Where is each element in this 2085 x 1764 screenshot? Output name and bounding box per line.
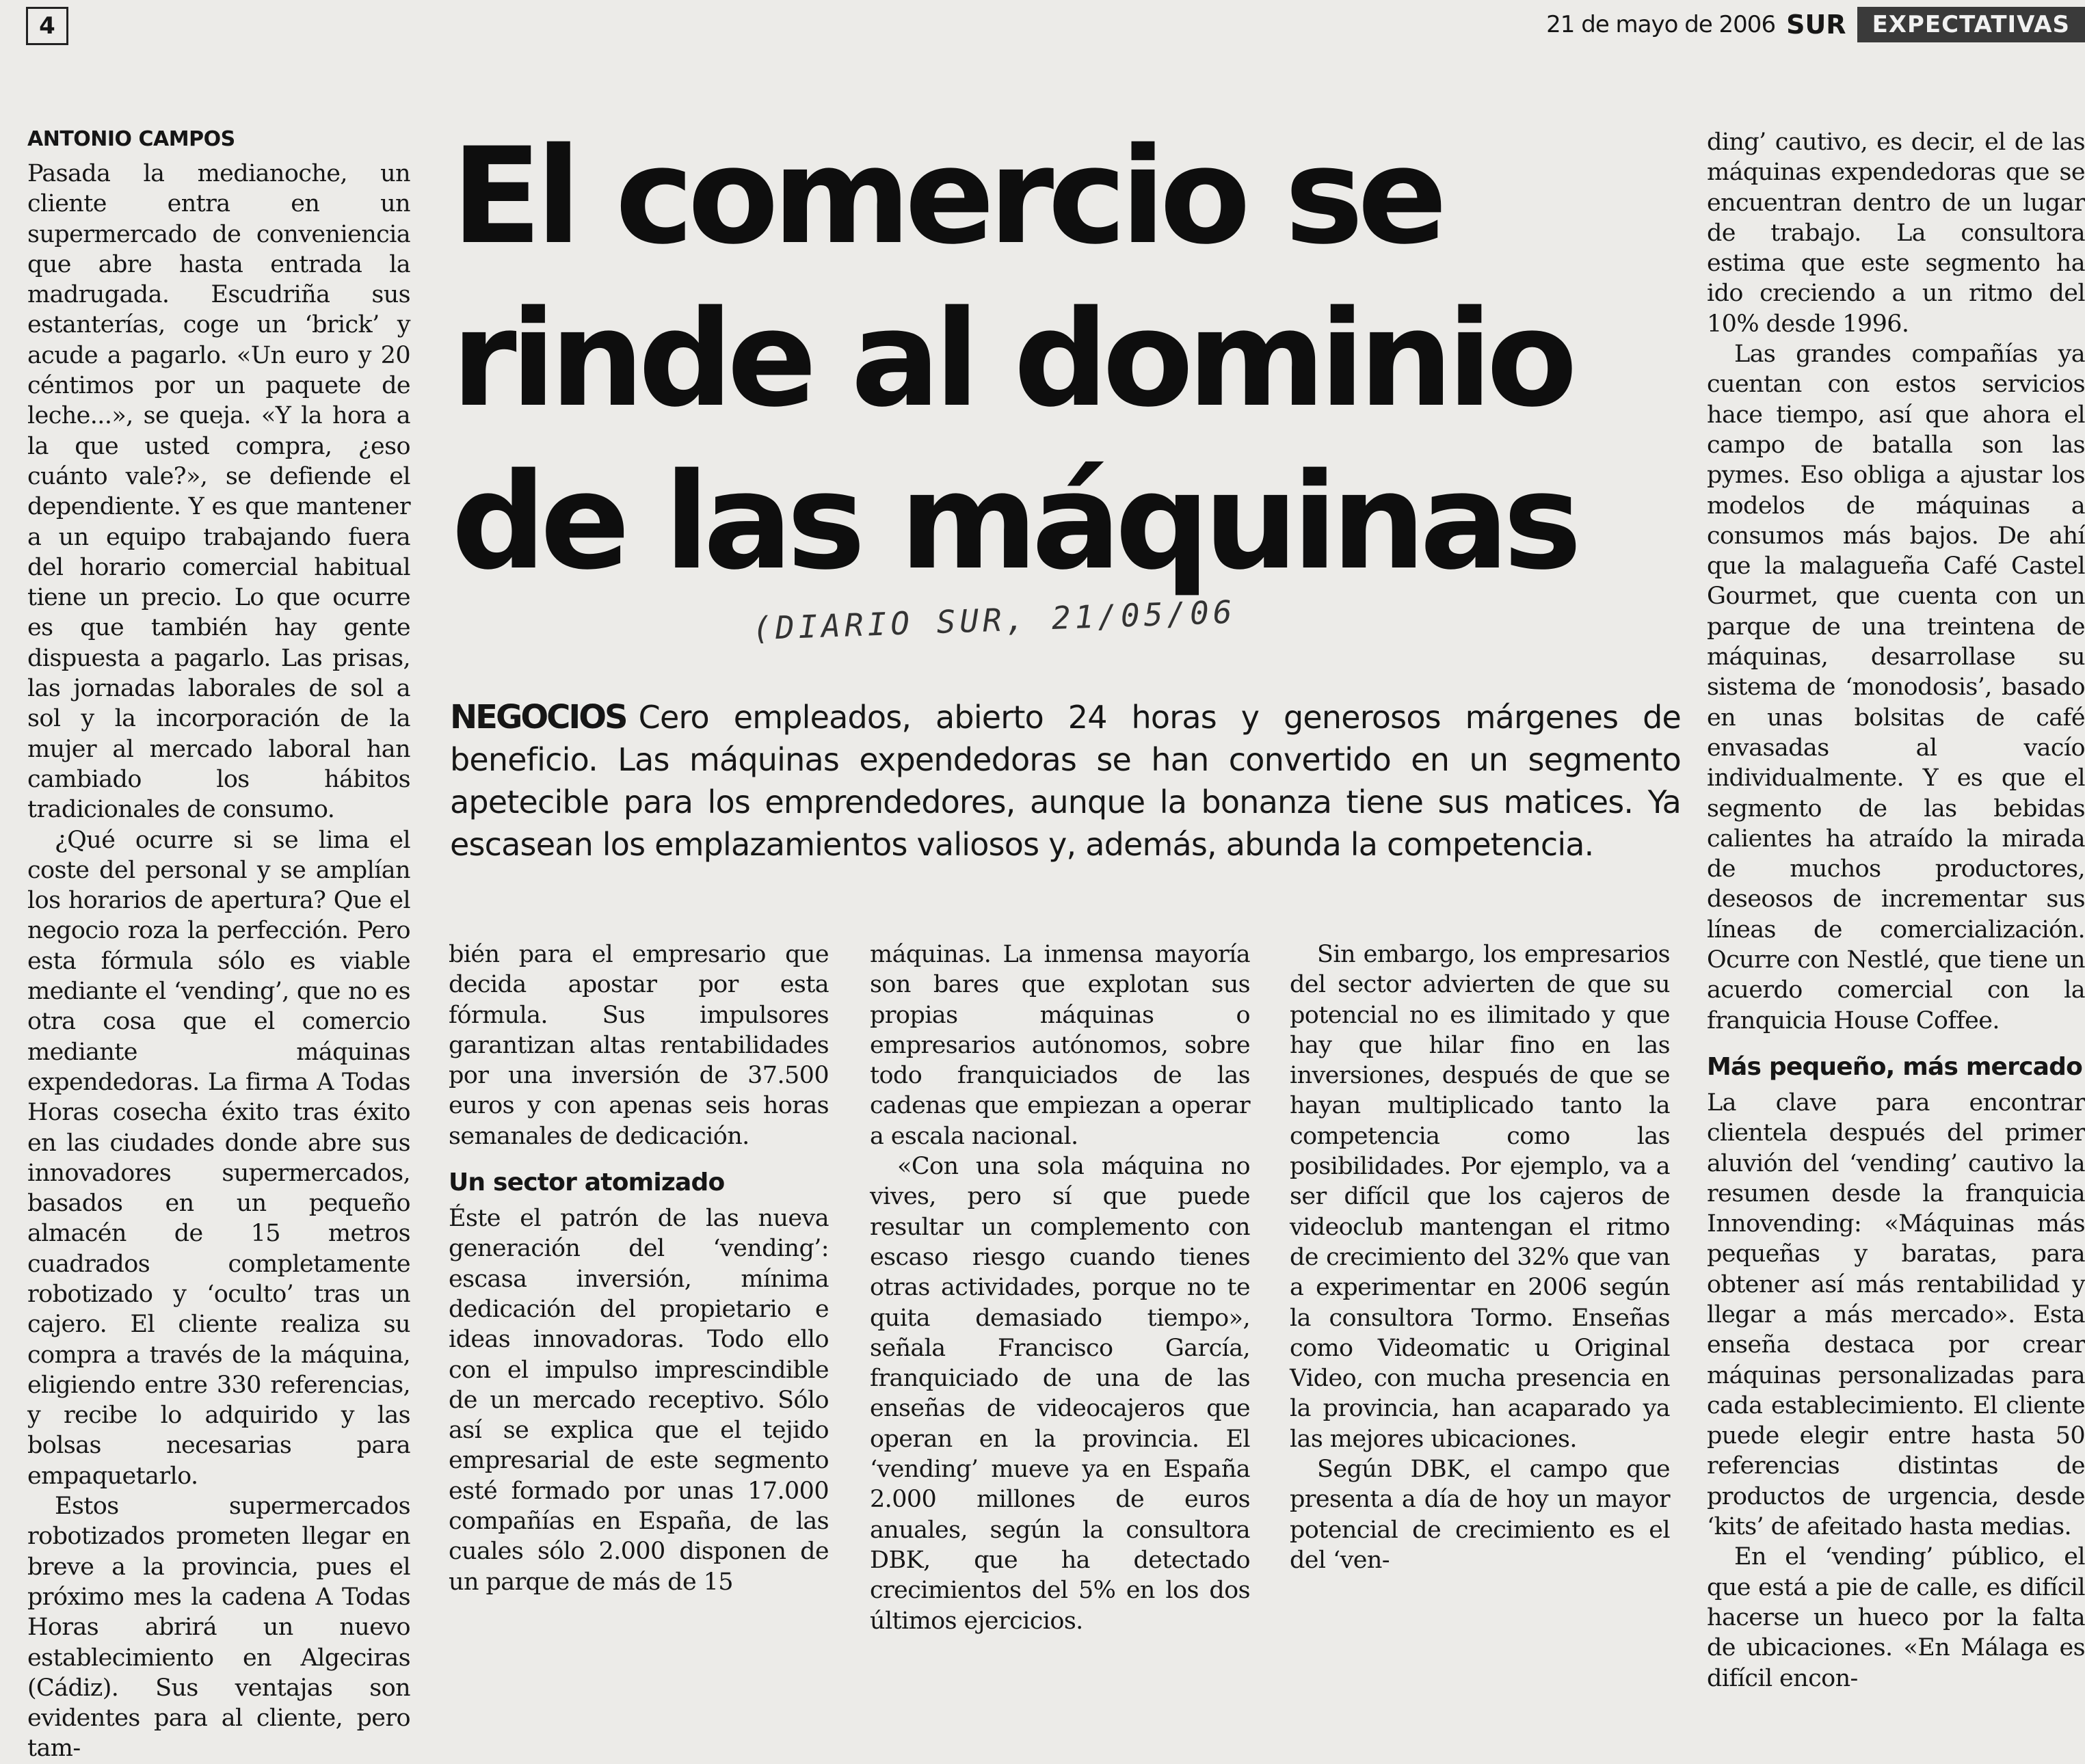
page-header: [1546, 5, 2085, 44]
paragraph: Pasada la medianoche, un cliente entra en un supermercado de conveniencia que abre hasta entrada la madrugada. Escudriña sus estanterías, coge un ‘brick’ y acude a pagarlo. «Un euro y 20 céntimos por un paquete de leche...», se queja. «Y la hora a la que usted compra, ¿eso cuánto vale?», se defiende el dependiente. Y es que mantener a un equipo trabajando fuera del horario comercial habitual tiene un precio. Lo que ocurre es que también hay gente dispuesta a pagarlo. Las prisas, las jornadas laborales de sol a sol y la incorporación de la mujer al mercado laboral han cambiado los hábitos tradicionales de consumo.: [27, 160, 410, 824]
handwritten-annotation: (DIARIO SUR, 21/05/06: [752, 593, 1237, 647]
paragraph: «Con una sola máquina no vives, pero sí que puede resultar un complemento con escaso riesgo cuando tienes otras actividades, porque no te quita demasiado tiempo», señala Francisco García, franquiciado de una de las enseñas de videocajeros que operan en la provincia. El ‘vending’ mueve ya en España 2.000 millones de euros anuales, según la consultora DBK, que ha detectado crecimientos del 5% en los dos últimos ejercicios.: [870, 1153, 1250, 1635]
section-label: EXPECTATIVAS: [1857, 7, 2085, 42]
paragraph: bién para el empresario que decida apostar por esta fórmula. Sus impulsores garantizan altas rentabilidades por una inversión de 37.500 euros y con apenas seis horas semanales de dedicación.: [449, 941, 829, 1150]
paragraph: ¿Qué ocurre si se lima el coste del personal y se amplían los horarios de apertura? Que el negocio roza la perfección. Pero esta fórmula sólo es viable mediante el ‘vending’, que no es otra cosa que el comercio mediante máquinas expendedoras. La firma A Todas Horas cosecha éxito tras éxito en las ciudades donde abre sus innovadores supermercados, basados en un pequeño almacén de 15 metros cuadrados completamente robotizado y ‘oculto’ tras un cajero. El cliente realiza su compra a través de la máquina, eligiendo entre 330 referencias, y recibe lo adquirido y las bolsas necesarias para empaquetarlo.: [27, 826, 410, 1490]
article-column-5: [1707, 127, 2085, 1694]
paragraph: Éste el patrón de las nueva generación del ‘vending’: escasa inversión, mínima dedicación del propietario e ideas innovadoras. Todo ello con el impulso imprescindible de un mercado receptivo. Sólo así se explica que el tejido empresarial de este segmento esté formado por unas 17.000 compañías en España, de las cuales sólo 2.000 disponen de un parque de más de 15: [449, 1205, 829, 1596]
newspaper-name: SUR: [1786, 10, 1846, 40]
paragraph: La clave para encontrar clientela después del primer aluvión del ‘vending’ cautivo la resumen desde la franquicia Innovending: «Máquinas más pequeñas y baratas, para obtener así más rentabilidad y llegar a más mercado». Esta enseña destaca por crear máquinas personalizadas para cada establecimiento. El cliente puede elegir entre hasta 50 referencias distintas de productos de urgencia, desde ‘kits’ de afeitado hasta medias.: [1707, 1088, 2085, 1541]
byline: ANTONIO CAMPOS: [27, 127, 235, 151]
headline: El comercio se rinde al dominio de las máquinas: [451, 119, 1576, 599]
article-column-1: [27, 159, 410, 1764]
page-number: 4: [26, 7, 68, 45]
paragraph: máquinas. La inmensa mayoría son bares que explotan sus propias máquinas o empresarios autónomos, sobre todo franquiciados de las cadenas que empiezan a operar a escala nacional.: [870, 941, 1250, 1150]
article-column-4: [1290, 939, 1670, 1575]
paragraph: Sin embargo, los empresarios del sector advierten de que su potencial no es ilimitado y que hay que hilar fino en las inversiones, después de que se hayan multiplicado tanto la competencia como las posibilidades. Por ejemplo, va a ser difícil que los cajeros de videoclub mantengan el ritmo de crecimiento del 32% que van a experimentar en 2006 según la consultora Tormo. Enseñas como Videomatic u Original Video, con mucha presencia en la provincia, han acaparado ya las mejores ubicaciones.: [1290, 941, 1670, 1453]
lead-text: Cero empleados, abierto 24 horas y generosos márgenes de beneficio. Las máquinas expendedoras se han convertido en un segmento apetecible para los emprendedores, aunque la bonanza tiene sus matices. Ya escasean los emplazamientos valiosos y, además, abunda la competencia.: [450, 699, 1681, 863]
article-column-2: [449, 939, 829, 1597]
issue-date: 21 de mayo de 2006: [1546, 11, 1776, 38]
paragraph: Estos supermercados robotizados prometen llegar en breve a la provincia, pues el próximo mes la cadena A Todas Horas abrirá un nuevo establecimiento en Algeciras (Cádiz). Sus ventajas son evidentes para al cliente, pero tam-: [27, 1493, 410, 1763]
lead-paragraph: [450, 696, 1681, 866]
paragraph: Según DBK, el campo que presenta a día de hoy un mayor potencial de crecimiento es el del ‘ven-: [1290, 1456, 1670, 1574]
paragraph: En el ‘vending’ público, el que está a pie de calle, es difícil hacerse un hueco por la falta de ubicaciones. «En Málaga es difícil encon-: [1707, 1543, 2085, 1692]
article-column-3: [870, 939, 1250, 1636]
subheading: Más pequeño, más mercado: [1707, 1052, 2083, 1081]
paragraph: ding’ cautivo, es decir, el de las máquinas expendedoras que se encuentran dentro de un lugar de trabajo. La consultora estima que este segmento ha ido creciendo a un ritmo del 10% desde 1996.: [1707, 129, 2085, 338]
section-tag: NEGOCIOS: [450, 698, 626, 736]
paragraph: Las grandes compañías ya cuentan con estos servicios hace tiempo, así que ahora el campo de batalla son las pymes. Eso obliga a ajustar los modelos de máquinas a consumos más bajos. De ahí que la malagueña Café Castel Gourmet, que cuenta con un parque de una treintena de máquinas, desarrollase su sistema de ‘monodosis’, basado en unas bolsitas de café envasadas al vacío individualmente. Y es que el segmento de las bebidas calientes ha atraído la mirada de muchos productores, deseosos de incrementar sus líneas de comercialización. Ocurre con Nestlé, que tiene un acuerdo comercial con la franquicia House Coffee.: [1707, 340, 2085, 1034]
subheading: Un sector atomizado: [449, 1168, 725, 1197]
